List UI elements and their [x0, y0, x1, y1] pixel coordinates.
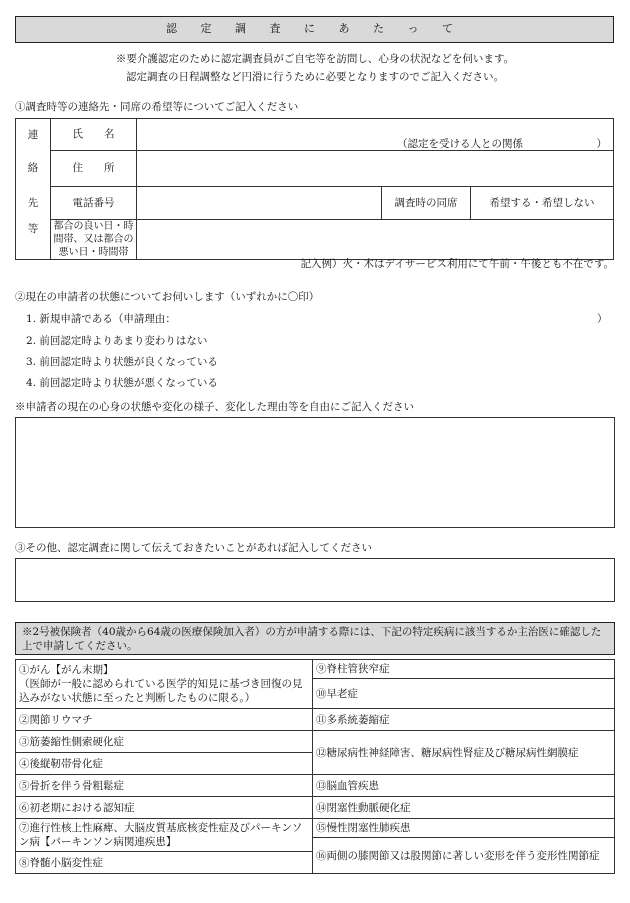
disease-10: ⑩早老症: [313, 679, 615, 709]
relation-close: ）: [596, 138, 607, 150]
name-label: 氏 名: [51, 119, 137, 151]
availability-field[interactable]: [137, 220, 614, 260]
disease-11: ⑪多系統萎縮症: [313, 709, 615, 731]
section1-title: ①調査時等の連絡先・同席の希望等についてご記入ください: [15, 101, 299, 113]
page-title: 認 定 調 査 に あ た っ て: [15, 16, 614, 43]
disease-6: ⑥初老期における認知症: [16, 797, 313, 819]
intro-line-1: ※要介護認定のために認定調査員がご自宅等を訪問し、心身の状況などを伺います。: [115, 53, 515, 65]
section2-title: ②現在の申請者の状態についてお伺いします（いずれかに〇印）: [15, 291, 320, 303]
disease-9: ⑨脊柱管狭窄症: [313, 660, 615, 679]
contact-table: [15, 118, 614, 260]
option-1-close: ）: [597, 313, 608, 325]
disease-14: ⑭閉塞性動脈硬化症: [313, 797, 615, 819]
disease-12: ⑫糖尿病性神経障害、糖尿病性腎症及び糖尿病性網膜症: [313, 731, 615, 775]
disease-3: ③筋萎縮性側索硬化症: [16, 731, 313, 753]
disease-4: ④後縦靭帯骨化症: [16, 753, 313, 775]
section3-title: ③その他、認定調査に関して伝えておきたいことがあれば記入してください: [15, 542, 372, 554]
availability-label: 都合の良い日・時間帯、又は都合の悪い日・時間帯: [51, 220, 137, 260]
option-3[interactable]: 3. 前回認定時より状態が良くなっている: [26, 356, 218, 368]
disease-7: ⑦進行性核上性麻痺、大脳皮質基底核変性症及びパーキンソン病【パーキンソン病関連疾患】: [16, 819, 313, 852]
name-field[interactable]: [137, 119, 614, 151]
vertical-label-3: 先: [16, 187, 51, 220]
disease-5: ⑤骨折を伴う骨粗鬆症: [16, 775, 313, 797]
condition-textarea[interactable]: [15, 417, 615, 528]
address-label: 住 所: [51, 151, 137, 187]
phone-label: 電話番号: [51, 187, 137, 220]
disease-table: [15, 659, 615, 874]
option-1[interactable]: 1. 新規申請である（申請理由：: [26, 313, 176, 325]
section2-note: ※申請者の現在の心身の状態や変化の様子、変化した理由等を自由にご記入ください: [15, 401, 414, 413]
attendance-options[interactable]: 希望する・希望しない: [471, 187, 614, 220]
example-text: 記入例）火・木はデイサービス利用にて午前・午後とも不在です。: [300, 258, 614, 270]
disease-16: ⑯両側の膝関節又は股関節に著しい変形を伴う変形性関節症: [313, 838, 615, 874]
disease-1: ①がん【がん末期】 （医師が一般に認められている医学的知見に基づき回復の見込みがない状態に至ったと判断したものに限る。）: [16, 660, 313, 709]
disease-2: ②関節リウマチ: [16, 709, 313, 731]
address-field[interactable]: [137, 151, 614, 187]
vertical-label-4: 等: [16, 220, 51, 260]
disease-13: ⑬脳血管疾患: [313, 775, 615, 797]
relation-label: （認定を受ける人との関係: [397, 138, 523, 150]
vertical-label-2: 絡: [16, 151, 51, 187]
other-textarea[interactable]: [15, 558, 615, 602]
intro-line-2: 認定調査の日程調整など円滑に行うために必要となりますのでご記入ください。: [126, 71, 504, 83]
vertical-label-1: 連: [16, 119, 51, 151]
disease-15: ⑮慢性閉塞性肺疾患: [313, 819, 615, 838]
notice-box: ※2号被保険者（40歳から64歳の医療保険加入者）の方が申請する際には、下記の特定疾病に該当するか主治医に確認した上で申請してください。: [15, 622, 615, 655]
disease-8: ⑧脊髄小脳変性症: [16, 852, 313, 874]
attendance-label: 調査時の同席: [382, 187, 471, 220]
phone-field[interactable]: [137, 187, 382, 220]
option-4[interactable]: 4. 前回認定時より状態が悪くなっている: [26, 377, 218, 389]
option-2[interactable]: 2. 前回認定時よりあまり変わりはない: [26, 335, 208, 347]
